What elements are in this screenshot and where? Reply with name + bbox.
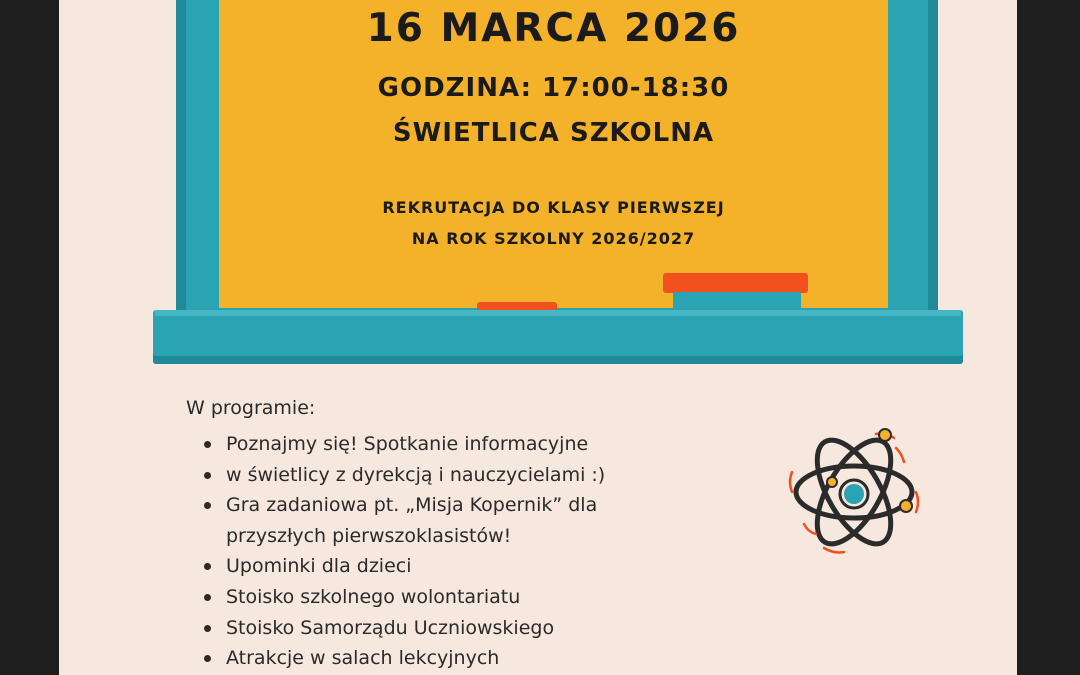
bullet-icon (204, 625, 211, 632)
event-place: ŚWIETLICA SZKOLNA (392, 118, 715, 148)
list-item (186, 490, 605, 521)
bullet-icon (204, 655, 211, 662)
bullet-icon (204, 502, 211, 509)
list-item (186, 643, 605, 674)
bullet-icon (204, 472, 211, 479)
list-item-text: Upominki dla dzieci (226, 555, 412, 578)
eraser-base (673, 292, 801, 310)
event-date: 16 MARCA 2026 (366, 6, 741, 51)
list-item-text: w świetlicy z dyrekcją i nauczycielami :) (226, 463, 606, 486)
list-item (186, 429, 605, 460)
bullet-icon (204, 563, 211, 570)
program-heading: W programie: (186, 397, 316, 419)
chalkboard-ledge-highlight (155, 310, 961, 316)
chalkboard-frame-left-edge (176, 0, 186, 318)
recruitment-line-1: REKRUTACJA DO KLASY PIERWSZEJ (382, 198, 725, 217)
list-item-text: przyszłych pierwszoklasistów! (226, 524, 512, 547)
list-item-text: Poznajmy się! Spotkanie informacyjne (226, 433, 589, 455)
event-hour: GODZINA: 17:00-18:30 (377, 73, 730, 103)
list-item-text: Stoisko szkolnego wolontariatu (226, 585, 521, 608)
list-item-text: Atrakcje w salach lekcyjnych (226, 647, 500, 670)
list-item (186, 521, 605, 552)
list-item (186, 551, 605, 582)
list-item-text: Stoisko Samorządu Uczniowskiego (226, 616, 555, 639)
bullet-icon (204, 594, 211, 601)
chalkboard-ledge (153, 310, 963, 364)
eraser-icon (663, 273, 808, 293)
list-item (186, 582, 605, 613)
bullet-icon (204, 441, 211, 448)
recruitment-line-2: NA ROK SZKOLNY 2026/2027 (411, 229, 696, 248)
program-list (186, 429, 605, 674)
list-item (186, 613, 605, 644)
poster (59, 0, 1017, 675)
chalkboard-frame-right-edge (928, 0, 938, 318)
atom-icon (784, 420, 924, 560)
list-item-text: Gra zadaniowa pt. „Misja Kopernik” dla (226, 494, 598, 517)
list-item (186, 460, 605, 491)
